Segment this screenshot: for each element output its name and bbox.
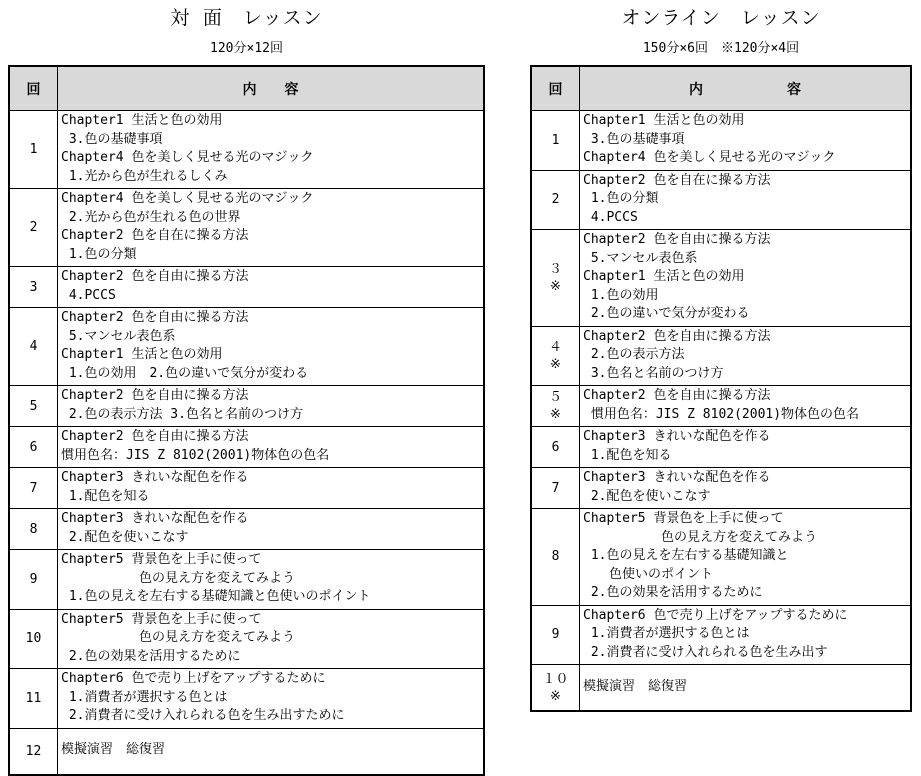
lesson-number-cell — [9, 427, 58, 468]
content-line: Chapter6 色で売り上げをアップするために — [583, 607, 848, 623]
content-line: 2.消費者に受け入れられる色を生み出すために — [61, 708, 345, 723]
content-line: 2.色の効果を活用するために — [583, 585, 763, 600]
lesson-number: 8 — [551, 549, 560, 565]
lesson-number: ３ — [548, 261, 562, 277]
content-line: 1.色の効用 2.色の違いで気分が変わる — [61, 365, 309, 381]
content-line: Chapter6 色で売り上げをアップするために — [61, 671, 326, 686]
content-line: 2.消費者に受け入れられる色を生み出す — [583, 644, 828, 660]
lesson-number: ４ — [548, 339, 562, 355]
lesson-content-cell — [58, 728, 485, 775]
table-header — [9, 66, 484, 111]
content-line: 2.光から色が生れる色の世界 — [61, 209, 241, 225]
lesson-number: 10 — [25, 631, 42, 647]
content-line: 1.配色を知る — [583, 447, 672, 463]
lesson-content-cell — [58, 386, 485, 427]
lesson-content-cell — [58, 669, 485, 729]
online-lesson-title: オンライン レッスン — [621, 7, 821, 29]
table-row — [9, 111, 484, 189]
lesson-number: 11 — [25, 690, 42, 706]
content-line: Chapter2 色を自由に操る方法 — [61, 269, 249, 284]
lesson-number: 2 — [29, 220, 38, 235]
lesson-number-cell — [531, 230, 580, 327]
taimen-lesson-section — [8, 0, 485, 776]
content-line: 4.PCCS — [61, 287, 116, 303]
lesson-content-cell — [580, 170, 912, 230]
content-line: Chapter4 色を美しく見せる光のマジック — [583, 150, 836, 165]
column-header-content: 内 容 — [58, 66, 485, 111]
content-line: 1.光から色が生れるしくみ — [61, 168, 228, 184]
content-line: 2.配色を使いこなす — [583, 488, 711, 504]
table-row — [9, 308, 484, 386]
content-line: 1.消費者が選択する色とは — [583, 626, 750, 641]
table-row — [9, 427, 484, 468]
content-line: 2.色の効果を活用するために — [61, 648, 241, 664]
table-row — [531, 386, 911, 427]
content-line: Chapter2 色を自由に操る方法 — [61, 429, 249, 444]
content-line: 5.マンセル表色系 — [61, 328, 176, 344]
content-line: Chapter5 背景色を上手に使って — [61, 611, 262, 627]
lesson-number-cell — [531, 468, 580, 509]
content-line: 色使いのポイント — [583, 566, 714, 582]
lesson-number: 7 — [29, 480, 38, 496]
column-header-round: 回 — [531, 66, 580, 111]
lesson-number-cell — [9, 189, 58, 267]
lesson-content-cell — [58, 189, 485, 267]
lesson-number-cell — [9, 669, 58, 729]
asterisk-mark: ※ — [550, 356, 561, 372]
lesson-content-cell — [580, 468, 912, 509]
lesson-number: 8 — [29, 521, 38, 537]
lesson-number: 7 — [551, 480, 560, 496]
content-line: Chapter2 色を自在に操る方法 — [583, 172, 771, 188]
lesson-number-cell — [531, 509, 580, 606]
column-header-round: 回 — [9, 66, 58, 111]
content-line: 3.色の基礎事項 — [583, 131, 685, 147]
lesson-content-cell — [58, 427, 485, 468]
content-line: Chapter4 色を美しく見せる光のマジック — [61, 150, 314, 165]
content-line: 模擬演習 総復習 — [583, 678, 688, 694]
table-row — [531, 427, 911, 468]
lesson-content-cell — [580, 386, 912, 427]
table-row — [531, 665, 911, 712]
lesson-number: 12 — [25, 743, 42, 759]
content-line: 1.色の分類 — [583, 191, 659, 206]
content-line: Chapter2 色を自由に操る方法 — [583, 388, 771, 403]
lesson-number-cell — [531, 170, 580, 230]
content-line: 色の見え方を変えてみよう — [61, 570, 296, 586]
header-row — [531, 66, 911, 111]
lesson-content-cell — [580, 427, 912, 468]
asterisk-mark: ※ — [550, 407, 561, 422]
lesson-number-cell — [9, 267, 58, 308]
content-line: Chapter1 生活と色の効用 — [583, 113, 745, 128]
lesson-number-cell — [9, 728, 58, 775]
lesson-content-cell — [580, 665, 912, 712]
taimen-lesson-title: 対 面 レッスン — [170, 7, 323, 29]
lesson-content-cell — [58, 609, 485, 669]
lesson-number-cell — [531, 605, 580, 665]
table-row — [531, 170, 911, 230]
lesson-number: 2 — [551, 192, 560, 208]
content-line: Chapter2 色を自由に操る方法 — [61, 388, 249, 403]
table-row — [531, 230, 911, 327]
lesson-number-cell — [531, 665, 580, 712]
content-line: Chapter3 きれいな配色を作る — [583, 470, 771, 485]
table-row — [9, 386, 484, 427]
table-row — [531, 111, 911, 171]
lesson-number-cell — [9, 468, 58, 509]
lesson-content-cell — [58, 550, 485, 610]
lesson-content-cell — [580, 111, 912, 171]
content-line: Chapter4 色を美しく見せる光のマジック — [61, 191, 314, 206]
content-line: 慣用色名：JIS Z 8102(2001)物体色の色名 — [61, 447, 330, 463]
table-header — [531, 66, 911, 111]
lesson-number-cell — [9, 609, 58, 669]
content-line: 3.色の基礎事項 — [61, 131, 163, 147]
lesson-number: 4 — [29, 339, 38, 354]
online-lesson-table — [530, 65, 912, 712]
content-line: Chapter5 背景色を上手に使って — [61, 552, 262, 567]
lesson-number: 6 — [551, 439, 560, 455]
lesson-number: ５ — [548, 390, 562, 405]
lesson-number: １０ — [542, 671, 569, 687]
lesson-content-cell — [58, 468, 485, 509]
taimen-lesson-table — [8, 65, 485, 776]
content-line: Chapter2 色を自由に操る方法 — [583, 328, 771, 344]
lesson-number-cell — [531, 326, 580, 386]
lesson-content-cell — [58, 509, 485, 550]
table-row — [531, 326, 911, 386]
lesson-number-cell — [531, 111, 580, 171]
content-line: 1.色の分類 — [61, 246, 137, 262]
content-line: 慣用色名：JIS Z 8102(2001)物体色の色名 — [583, 406, 860, 422]
lesson-content-cell — [580, 509, 912, 606]
content-line: 3.色名と名前のつけ方 — [583, 365, 724, 381]
asterisk-mark: ※ — [550, 278, 561, 294]
lesson-number-cell — [9, 111, 58, 189]
table-row — [531, 468, 911, 509]
table-row — [9, 669, 484, 729]
lesson-number: 1 — [29, 142, 38, 157]
lesson-number: 1 — [551, 132, 560, 148]
lesson-content-cell — [58, 267, 485, 308]
lesson-number: 6 — [29, 439, 38, 455]
content-line: 2.配色を使いこなす — [61, 529, 189, 545]
table-row — [9, 728, 484, 775]
content-line: Chapter1 生活と色の効用 — [583, 269, 745, 284]
table-row — [531, 509, 911, 606]
content-line: 1.色の効用 — [583, 287, 659, 303]
lesson-number: 3 — [29, 279, 38, 295]
content-line: Chapter3 きれいな配色を作る — [61, 511, 249, 526]
table-row — [9, 609, 484, 669]
content-line: 色の見え方を変えてみよう — [583, 529, 818, 545]
lesson-number-cell — [531, 427, 580, 468]
content-line: 2.色の表示方法 3.色名と名前のつけ方 — [61, 406, 303, 422]
content-line: Chapter3 きれいな配色を作る — [583, 429, 771, 444]
content-line: 1.色の見えを左右する基礎知識と色使いのポイント — [61, 589, 371, 604]
content-line: 4.PCCS — [583, 209, 638, 225]
lesson-number-cell — [9, 386, 58, 427]
content-line: Chapter1 生活と色の効用 — [61, 347, 223, 362]
online-lesson-table-body — [531, 111, 911, 712]
table-row — [9, 468, 484, 509]
asterisk-mark: ※ — [550, 688, 561, 704]
lesson-content-cell — [580, 326, 912, 386]
lesson-number: 5 — [29, 398, 38, 414]
content-line: 1.消費者が選択する色とは — [61, 689, 228, 705]
content-line: Chapter2 色を自由に操る方法 — [61, 310, 249, 325]
content-line: 2.色の表示方法 — [583, 347, 685, 362]
table-row — [9, 509, 484, 550]
content-line: 模擬演習 総復習 — [61, 742, 166, 758]
content-line: Chapter5 背景色を上手に使って — [583, 511, 784, 526]
lesson-content-cell — [58, 111, 485, 189]
lesson-content-cell — [580, 605, 912, 665]
content-line: 1.配色を知る — [61, 488, 150, 504]
table-row — [9, 189, 484, 267]
lesson-number-cell — [531, 386, 580, 427]
online-lesson-subtitle: 150分×6回 ※120分×4回 — [642, 41, 800, 56]
content-line: Chapter2 色を自在に操る方法 — [61, 228, 249, 243]
table-row — [9, 550, 484, 610]
column-header-content: 内 容 — [580, 66, 912, 111]
taimen-lesson-table-body — [9, 111, 484, 775]
lesson-content-cell — [580, 230, 912, 327]
lesson-number: 9 — [29, 571, 38, 587]
content-line: Chapter2 色を自由に操る方法 — [583, 232, 771, 247]
content-line: 色の見え方を変えてみよう — [61, 630, 296, 645]
table-row — [531, 605, 911, 665]
content-line: 5.マンセル表色系 — [583, 250, 698, 266]
table-row — [9, 267, 484, 308]
online-lesson-section — [530, 0, 912, 712]
lesson-number-cell — [9, 509, 58, 550]
content-line: Chapter1 生活と色の効用 — [61, 113, 223, 128]
lesson-number-cell — [9, 550, 58, 610]
header-row — [9, 66, 484, 111]
taimen-lesson-subtitle: 120分×12回 — [210, 41, 283, 56]
content-line: Chapter3 きれいな配色を作る — [61, 470, 249, 485]
content-line: 1.色の見えを左右する基礎知識と — [583, 548, 789, 563]
lesson-number: 9 — [551, 627, 560, 643]
content-line: 2.色の違いで気分が変わる — [583, 306, 750, 321]
lesson-number-cell — [9, 308, 58, 386]
lesson-content-cell — [58, 308, 485, 386]
